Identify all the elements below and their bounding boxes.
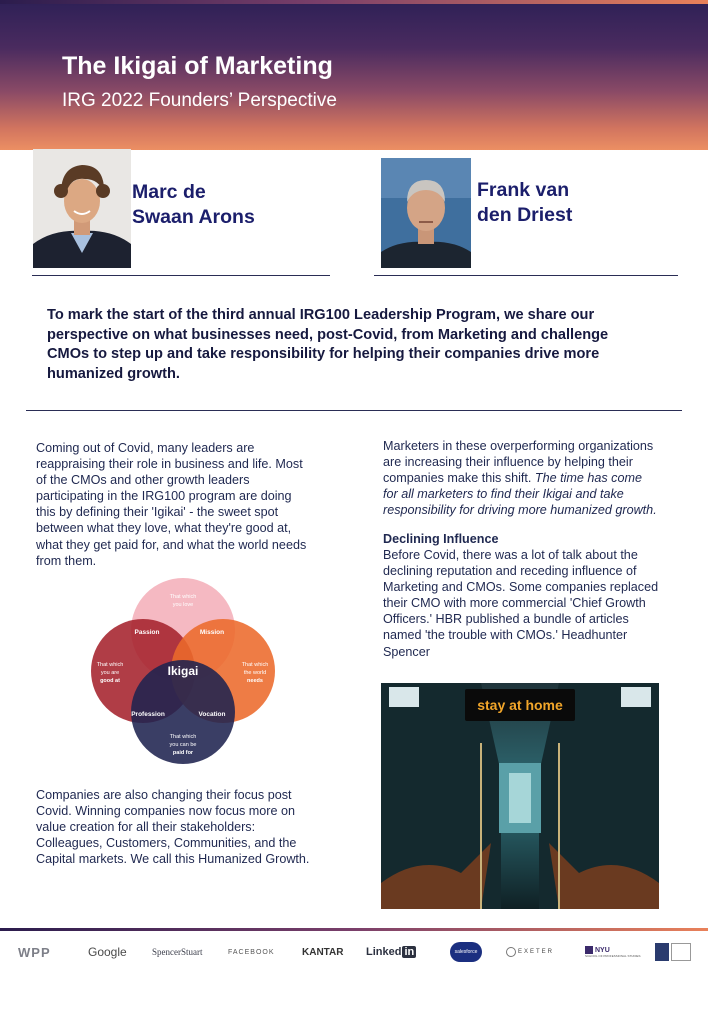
ikigai-paid-for-text: That which: [169, 734, 197, 740]
ikigai-passion-label: Passion: [134, 629, 160, 636]
text-line: participating in the IRG100 program are doing: [36, 489, 292, 504]
intro-line: CMOs to step up and take responsibility for helping their companies drive more: [47, 346, 600, 363]
ikigai-world-needs-text: That which: [241, 662, 269, 668]
ikigai-profession-label: Profession: [131, 711, 165, 718]
right-paragraph-1: [383, 438, 683, 518]
author-rule: [374, 275, 678, 276]
ikigai-paid-for-text: paid for: [172, 750, 194, 756]
ikigai-mission-label: Mission: [199, 629, 225, 636]
logo-exeter: [506, 937, 554, 967]
text-line: value creation for all their stakeholders:: [36, 820, 256, 835]
ikigai-diagram: [90, 576, 276, 766]
logo-linkedin: [366, 937, 416, 967]
author-name-line: den Driest: [477, 204, 573, 226]
logo-facebook: FACEBOOK: [228, 948, 275, 956]
author-name-marc: [132, 180, 255, 230]
section-subheading: Declining Influence: [383, 532, 499, 546]
ikigai-world-needs-text: the world: [243, 670, 267, 676]
text-line: Colleagues, Customers, Communities, and the: [36, 836, 297, 851]
nyu-text: NYU: [595, 946, 610, 954]
logo-spencerstuart: SpencerStuart: [152, 947, 203, 957]
ikigai-good-at-text: you are: [100, 670, 120, 676]
author-photo-marc: [33, 149, 131, 268]
italic-text: for all marketers to find their Ikigai and take: [383, 487, 624, 502]
italic-text: The time has come: [534, 471, 642, 486]
ikigai-center-label: Ikigai: [167, 664, 199, 678]
text-line: this by defining their 'Igikai' - the sweet spot: [36, 505, 279, 520]
train-interior-photo: [381, 683, 659, 909]
text-line: Before Covid, there was a lot of talk about the: [383, 548, 638, 562]
italic-text: responsibility for driving more humanized growth.: [383, 503, 657, 518]
logo-university-crest: [655, 937, 691, 967]
logo-nyu: [585, 937, 641, 967]
linkedin-box: in: [404, 946, 415, 958]
logo-wpp: WPP: [18, 944, 51, 960]
text-line: what they get paid for, and what the world needs: [36, 537, 307, 552]
left-paragraph-1: [36, 440, 336, 569]
text-line: between what they love, what they're good at,: [36, 521, 292, 536]
text-line: reappraising their role in business and life. Most: [36, 457, 303, 472]
ikigai-love-text: you love: [172, 602, 194, 608]
author-name-line: Marc de: [132, 181, 206, 203]
university-crest-icon: [655, 943, 669, 961]
text-line: Companies are also changing their focus post: [36, 788, 292, 802]
text-line: are increasing their influence by helping their: [383, 455, 633, 470]
footer-accent-strip: [0, 928, 708, 931]
ikigai-paid-for-text: you can be: [169, 742, 197, 748]
text-line: companies make this shift.: [383, 471, 532, 486]
logo-google: Google: [88, 945, 127, 959]
text-line: their CMO with more commercial 'Chief Growth: [383, 596, 646, 611]
text-line: of the CMOs and other growth leaders: [36, 473, 250, 488]
salesforce-text: salesforce: [454, 949, 478, 955]
logo-kantar: KANTAR: [302, 946, 344, 958]
section-divider: [26, 410, 682, 411]
exeter-crest-icon: [506, 947, 516, 957]
text-line: named 'the trouble with CMOs.' Headhunter: [383, 628, 628, 643]
page-title: The Ikigai of Marketing: [62, 52, 333, 80]
text-line: Marketers in these overperforming organizations: [383, 439, 654, 453]
nyu-torch-icon: [585, 946, 593, 954]
author-rule: [32, 275, 330, 276]
text-line: Spencer: [383, 644, 430, 659]
salesforce-cloud-icon: [450, 942, 482, 962]
text-line: from them.: [36, 553, 97, 568]
text-line: Covid. Winning companies now focus more on: [36, 804, 295, 819]
text-line: Marketing and CMOs. Some companies replaced: [383, 580, 659, 595]
intro-line: To mark the start of the third annual IRG100 Leadership Program, we share our: [47, 307, 595, 323]
exeter-text: EXETER: [518, 949, 555, 955]
author-name-frank: [477, 178, 572, 228]
intro-line: perspective on what businesses need, post-Covid, from Marketing and challenge: [47, 326, 609, 343]
left-paragraph-2: [36, 787, 336, 867]
nyu-subtext: SCHOOL OF PROFESSIONAL STUDIES: [585, 954, 641, 958]
stay-at-home-sign: stay at home: [477, 697, 563, 713]
text-line: Officers.' HBR published a bundle of articles: [383, 612, 629, 627]
ikigai-love-text: That which: [169, 594, 197, 600]
linkedin-text: Linked: [366, 946, 402, 958]
ikigai-good-at-text: good at: [100, 678, 120, 684]
intro-paragraph: [47, 306, 677, 385]
ikigai-world-needs-text: needs: [247, 678, 263, 684]
page-subtitle: IRG 2022 Founders’ Perspective: [62, 90, 337, 111]
text-line: Capital markets. We call this Humanized Growth.: [36, 852, 310, 867]
author-photo-frank: [381, 158, 471, 268]
logo-salesforce: [450, 937, 482, 967]
right-paragraph-2: [383, 547, 683, 660]
intro-line: humanized growth.: [47, 366, 180, 383]
author-name-line: Swaan Arons: [132, 206, 255, 228]
ikigai-vocation-label: Vocation: [198, 711, 226, 718]
page-header: [0, 4, 708, 150]
text-line: declining reputation and receding influence of: [383, 564, 637, 579]
text-line: Coming out of Covid, many leaders are: [36, 441, 255, 455]
partner-crest-icon: [671, 943, 691, 961]
ikigai-good-at-text: That which: [96, 662, 124, 668]
author-name-line: Frank van: [477, 179, 570, 201]
